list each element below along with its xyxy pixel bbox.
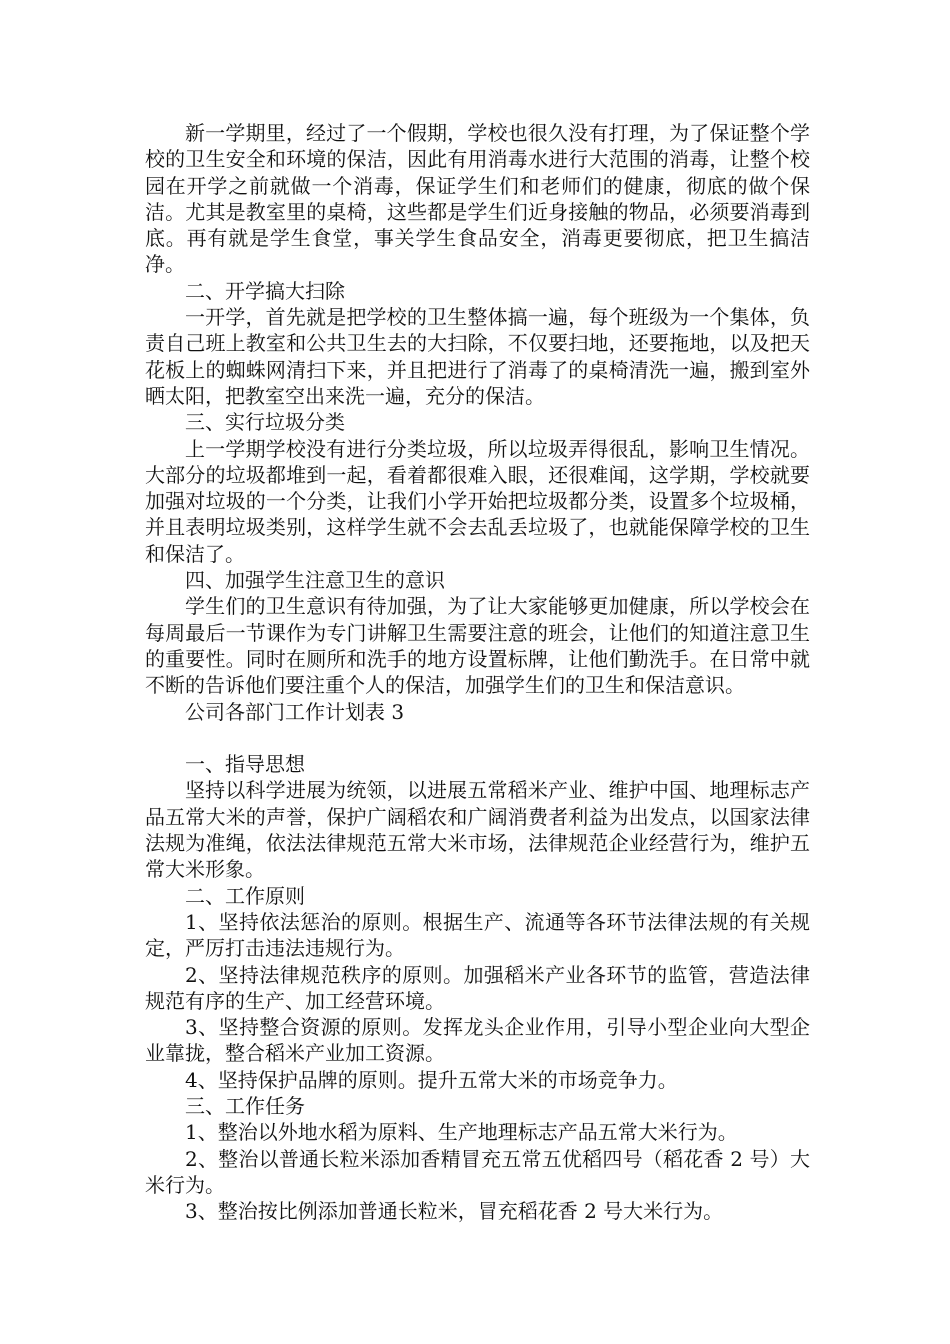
- paragraph-cleaning: 一开学，首先就是把学校的卫生整体搞一遍，每个班级为一个集体，负责自己班上教室和公共卫生去的大扫除，不仅要扫地，还要拖地，以及把天花板上的蜘蛛网清扫下来，并且把进行了消毒了的桌椅清洗一遍，搬到室外晒太阳，把教室空出来洗一遍，充分的保洁。: [145, 305, 810, 408]
- heading-garbage-sorting: 三、实行垃圾分类: [185, 410, 345, 435]
- principle-item-2: 2、坚持法律规范秩序的原则。加强稻米产业各环节的监管，营造法律规范有序的生产、加工经营环境。: [145, 962, 810, 1013]
- heading-work-principles: 二、工作原则: [185, 883, 305, 908]
- heading-guiding-ideology: 一、指导思想: [185, 752, 305, 777]
- heading-work-tasks: 三、工作任务: [185, 1093, 305, 1118]
- paragraph-hygiene-awareness: 学生们的卫生意识有待加强，为了让大家能够更加健康，所以学校会在每周最后一节课作为专门讲解卫生需要注意的班会，让他们的知道注意卫生的重要性。同时在厕所和洗手的地方设置标牌，让他们勤洗手。在日常中就不断的告诉他们要注重个人的保洁，加强学生们的卫生和保洁意识。: [145, 594, 810, 698]
- section-title-plan-3: 公司各部门工作计划表 3: [185, 699, 405, 724]
- document-page: [145, 120, 810, 1224]
- paragraph-garbage-sorting: 上一学期学校没有进行分类垃圾，所以垃圾弄得很乱，影响卫生情况。大部分的垃圾都堆到一起，看着都很难入眼，还很难闻，这学期，学校就要加强对垃圾的一个分类，让我们小学开始把垃圾都分类，设置多个垃圾桶，并且表明垃圾类别，这样学生就不会去乱丢垃圾了，也就能保障学校的卫生和保洁了。: [145, 436, 810, 566]
- heading-hygiene-awareness: 四、加强学生注意卫生的意识: [185, 568, 445, 593]
- task-item-1: 1、整治以外地水稻为原料、生产地理标志产品五常大米行为。: [185, 1120, 738, 1145]
- paragraph-disinfection: 新一学期里，经过了一个假期，学校也很久没有打理，为了保证整个学校的卫生安全和环境的保洁，因此有用消毒水进行大范围的消毒，让整个校园在开学之前就做一个消毒，保证学生们和老师们的健康，彻底的做个保洁。尤其是教室里的桌椅，这些都是学生们近身接触的物品，必须要消毒到底。再有就是学生食堂，事关学生食品安全，消毒更要彻底，把卫生搞洁净。: [145, 121, 810, 277]
- principle-item-1: 1、坚持依法惩治的原则。根据生产、流通等各环节法律法规的有关规定，严厉打击违法违规行为。: [145, 909, 810, 961]
- principle-item-4: 4、坚持保护品牌的原则。提升五常大米的市场竞争力。: [185, 1067, 678, 1092]
- principle-item-3: 3、坚持整合资源的原则。发挥龙头企业作用，引导小型企业向大型企业靠拢，整合稻米产业加工资源。: [145, 1015, 810, 1066]
- task-item-3: 3、整治按比例添加普通长粒米，冒充稻花香 2 号大米行为。: [185, 1199, 724, 1224]
- blank-line: [145, 725, 810, 751]
- heading-cleaning: 二、开学搞大扫除: [185, 278, 345, 303]
- paragraph-guiding-ideology: 坚持以科学进展为统领，以进展五常稻米产业、维护中国、地理标志产品五常大米的声誉，保护广阔稻农和广阔消费者利益为出发点，以国家法律法规为准绳，依法法律规范五常大米市场，法律规范企业经营行为，维护五常大米形象。: [145, 778, 810, 882]
- task-item-2: 2、整治以普通长粒米添加香精冒充五常五优稻四号（稻花香 2 号）大米行为。: [145, 1146, 810, 1197]
